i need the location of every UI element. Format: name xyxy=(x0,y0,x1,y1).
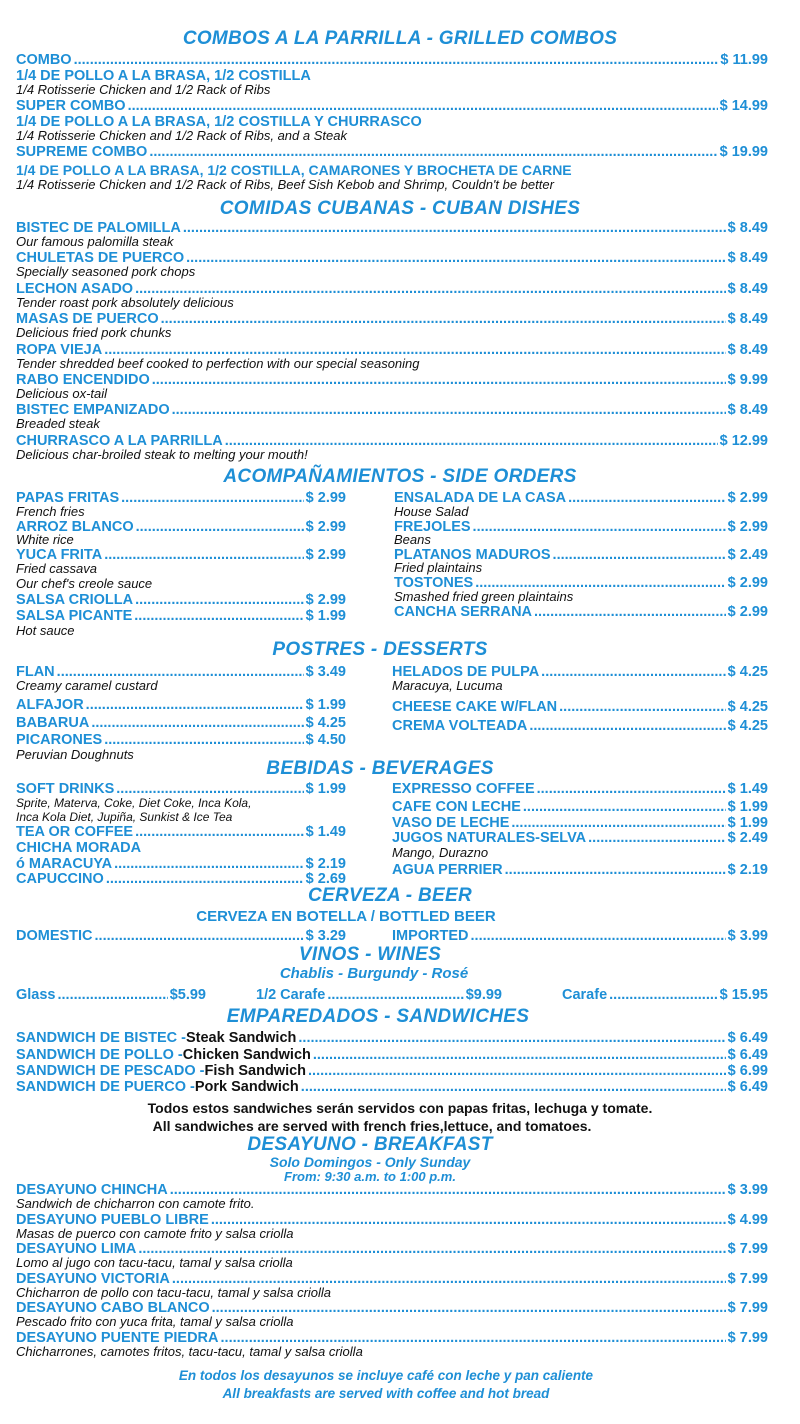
breakfast-desc: Chicharrones, camotes fritos, tacu-tacu, tamal y salsa criolla xyxy=(16,1343,363,1359)
bev-desc: Inca Kola Diet, Jupiña, Sunkist & Ice Tea xyxy=(16,810,233,824)
cuban-dish-name: LECHON ASADO xyxy=(16,280,134,297)
side-desc: House Salad xyxy=(394,504,469,519)
side-cancha: CANCHA SERRANA ..... $ 2.99 xyxy=(394,604,768,620)
dessert-desc: Maracuya, Lucuma xyxy=(392,678,503,693)
bev-tea-coffee: TEA OR COFFEE ..... $ 1.49 xyxy=(16,824,346,840)
section-title-breakfast: DESAYUNO - BREAKFAST xyxy=(247,1134,493,1155)
breakfast-price: $ 4.99 xyxy=(727,1211,768,1228)
section-title-wines: VINOS - WINES xyxy=(298,944,442,965)
section-title-beer: CERVEZA - BEER xyxy=(308,885,472,906)
dessert-babarua: BABARUA ..... $ 4.25 xyxy=(16,715,346,731)
cuban-dish-name: CHURRASCO A LA PARRILLA xyxy=(16,432,223,449)
breakfast-price: $ 7.99 xyxy=(727,1300,768,1316)
menu-item-super-combo: SUPER COMBO ..... $ 14.99 xyxy=(16,98,768,114)
side-ensalada: ENSALADA DE LA CASA ..... $ 2.99 xyxy=(394,490,768,506)
side-yuca-frita: YUCA FRITA ..... $ 2.99 xyxy=(16,547,346,563)
super-combo-desc: 1/4 Rotisserie Chicken and 1/2 Rack of Ribs, and a Steak xyxy=(16,128,347,143)
supreme-combo-desc: 1/4 Rotisserie Chicken and 1/2 Rack of Ribs, Beef Sish Kebob and Shrimp, Couldn't be better xyxy=(16,177,554,192)
cuban-dish-price: $ 9.99 xyxy=(727,372,768,388)
section-title-combos: COMBOS A LA PARRILLA - GRILLED COMBOS xyxy=(182,28,618,49)
cuban-dish-price: $ 8.49 xyxy=(727,341,768,358)
cuban-dish-desc: Tender shredded beef cooked to perfection with our special seasoning xyxy=(16,355,420,371)
bev-jugos: JUGOS NATURALES-SELVA ..... $ 2.49 xyxy=(392,830,768,846)
cuban-dish-name: RABO ENCENDIDO xyxy=(16,372,150,388)
side-desc: Our chef's creole sauce xyxy=(16,576,153,591)
cuban-dish-item xyxy=(16,372,768,388)
breakfast-name: DESAYUNO PUEBLO LIBRE xyxy=(16,1211,209,1228)
bev-expresso: EXPRESSO COFFEE ..... $ 1.49 xyxy=(392,781,768,797)
breakfast-desc: Chicharron de pollo con tacu-tacu, tamal y salsa criolla xyxy=(16,1284,332,1300)
cuban-dish-name: CHULETAS DE PUERCO xyxy=(16,250,185,267)
combo-desc: 1/4 Rotisserie Chicken and 1/2 Rack of Ribs xyxy=(16,82,271,97)
breakfast-hours: From: 9:30 a.m. to 1:00 p.m. xyxy=(284,1169,456,1184)
cuban-dish-desc: Breaded steak xyxy=(16,416,100,432)
side-salsa-picante: SALSA PICANTE ..... $ 1.99 xyxy=(16,608,346,624)
breakfast-desc: Sandwich de chicharron con camote frito. xyxy=(16,1196,255,1211)
dessert-helados: HELADOS DE PULPA ..... $ 4.25 xyxy=(392,664,768,680)
sandwich-pescado: SANDWICH DE PESCADO - Fish Sandwich ..... $ 6.99 xyxy=(16,1063,768,1079)
side-papas-fritas: PAPAS FRITAS ..... $ 2.99 xyxy=(16,490,346,506)
bev-agua-perrier: AGUA PERRIER ..... $ 2.19 xyxy=(392,862,768,878)
bev-vaso-leche: VASO DE LECHE ..... $ 1.99 xyxy=(392,815,768,831)
side-desc: Beans xyxy=(394,532,431,547)
dessert-flan: FLAN ..... $ 3.49 xyxy=(16,664,346,680)
cuban-dish-item xyxy=(16,402,768,418)
cuban-dish-name: MASAS DE PUERCO xyxy=(16,311,159,328)
super-combo-contents: 1/4 DE POLLO A LA BRASA, 1/2 COSTILLA Y CHURRASCO xyxy=(16,114,422,130)
sandwich-note-es: Todos estos sandwiches serán servidos con papas fritas, lechuga y tomate. xyxy=(147,1100,653,1116)
dessert-desc: Creamy caramel custard xyxy=(16,678,158,693)
section-title-sides: ACOMPAÑAMIENTOS - SIDE ORDERS xyxy=(223,466,577,487)
section-title-cuban: COMIDAS CUBANAS - CUBAN DISHES xyxy=(219,198,581,219)
cuban-dish-name: BISTEC DE PALOMILLA xyxy=(16,220,181,236)
side-salsa-criolla: SALSA CRIOLLA ..... $ 2.99 xyxy=(16,592,346,608)
sandwich-bistec: SANDWICH DE BISTEC - Steak Sandwich ..... $ 6.49 xyxy=(16,1030,768,1046)
bev-soft-drinks: SOFT DRINKS ..... $ 1.99 xyxy=(16,781,346,797)
breakfast-days: Solo Domingos - Only Sunday xyxy=(269,1154,471,1170)
cuban-dish-desc: Delicious ox-tail xyxy=(16,386,108,401)
beer-domestic: DOMESTIC ..... $ 3.29 xyxy=(16,928,346,944)
dessert-desc: Peruvian Doughnuts xyxy=(16,747,134,762)
cuban-dish-price: $ 8.49 xyxy=(727,311,768,328)
cuban-dish-desc: Delicious fried pork chunks xyxy=(16,325,172,341)
cuban-dish-desc: Tender roast pork absolutely delicious xyxy=(16,294,234,310)
breakfast-desc: Pescado frito con yuca frita, tamal y salsa criolla xyxy=(16,1314,294,1329)
cuban-dish-price: $ 8.49 xyxy=(727,220,768,236)
bev-desc: Mango, Durazno xyxy=(392,845,489,860)
side-desc: Smashed fried green plaintains xyxy=(394,589,574,604)
dessert-picarones: PICARONES ..... $ 4.50 xyxy=(16,732,346,748)
dessert-alfajor: ALFAJOR ..... $ 1.99 xyxy=(16,697,346,713)
side-desc: Fried cassava xyxy=(16,561,97,576)
menu-item-supreme-combo: SUPREME COMBO ..... $ 19.99 xyxy=(16,144,768,160)
breakfast-name: DESAYUNO CABO BLANCO xyxy=(16,1300,210,1316)
section-title-beverages: BEBIDAS - BEVERAGES xyxy=(266,758,494,779)
breakfast-name: DESAYUNO LIMA xyxy=(16,1241,137,1257)
beer-subtitle: CERVEZA EN BOTELLA / BOTTLED BEER xyxy=(196,908,496,925)
breakfast-desc: Masas de puerco con camote frito y salsa criolla xyxy=(16,1225,294,1241)
cuban-dish-desc: Delicious char-broiled steak to melting your mouth! xyxy=(16,446,308,462)
cuban-dish-price: $ 8.49 xyxy=(727,402,768,419)
section-title-sandwiches: EMPAREDADOS - SANDWICHES xyxy=(226,1006,530,1027)
bev-capuccino: CAPUCCINO ..... $ 2.69 xyxy=(16,871,346,887)
side-desc: Fried plaintains xyxy=(394,560,483,575)
bev-chicha-morada: CHICHA MORADA xyxy=(16,840,142,856)
cuban-dish-price: $ 8.49 xyxy=(727,280,768,297)
breakfast-price: $ 7.99 xyxy=(727,1329,768,1346)
sandwich-puerco: SANDWICH DE PUERCO - Pork Sandwich ..... $ 6.49 xyxy=(16,1079,768,1095)
side-desc: Hot sauce xyxy=(16,623,75,638)
side-tostones: TOSTONES ..... $ 2.99 xyxy=(394,575,768,591)
bev-maracuya: ó MARACUYA ..... $ 2.19 xyxy=(16,856,346,872)
breakfast-desc: Lomo al jugo con tacu-tacu, tamal y salsa criolla xyxy=(16,1255,293,1270)
combo-contents: 1/4 DE POLLO A LA BRASA, 1/2 COSTILLA xyxy=(16,68,311,84)
breakfast-name: DESAYUNO CHINCHA xyxy=(16,1182,168,1198)
side-arroz-blanco: ARROZ BLANCO ..... $ 2.99 xyxy=(16,519,346,535)
wine-glass: Glass ..... $5.99 xyxy=(16,987,206,1003)
sandwich-note-en: All sandwiches are served with french fries,lettuce, and tomatoes. xyxy=(152,1118,592,1134)
side-desc: White rice xyxy=(16,532,74,547)
side-platanos: PLATANOS MADUROS ..... $ 2.49 xyxy=(394,547,768,563)
breakfast-note-en: All breakfasts are served with coffee and hot bread xyxy=(222,1386,550,1401)
section-title-desserts: POSTRES - DESSERTS xyxy=(272,639,488,660)
wine-carafe: Carafe ..... $ 15.95 xyxy=(562,987,768,1003)
dessert-crema-volteada: CREMA VOLTEADA ..... $ 4.25 xyxy=(392,718,768,734)
dessert-cheesecake: CHEESE CAKE W/FLAN ..... $ 4.25 xyxy=(392,699,768,715)
breakfast-price: $ 3.99 xyxy=(727,1182,768,1198)
sandwich-pollo: SANDWICH DE POLLO - Chicken Sandwich ..... $ 6.49 xyxy=(16,1047,768,1063)
cuban-dish-name: BISTEC EMPANIZADO xyxy=(16,402,170,419)
breakfast-price: $ 7.99 xyxy=(727,1241,768,1257)
supreme-combo-contents: 1/4 DE POLLO A LA BRASA, 1/2 COSTILLA, CAMARONES Y BROCHETA DE CARNE xyxy=(16,162,572,178)
cuban-dish-desc: Specially seasoned pork chops xyxy=(16,264,196,280)
side-frejoles: FREJOLES ..... $ 2.99 xyxy=(394,519,768,535)
wine-half-carafe: 1/2 Carafe ..... $9.99 xyxy=(256,987,502,1003)
bev-desc: Sprite, Materva, Coke, Diet Coke, Inca Kola, xyxy=(16,796,252,810)
breakfast-name: DESAYUNO PUENTE PIEDRA xyxy=(16,1329,219,1346)
beer-imported: IMPORTED ..... $ 3.99 xyxy=(392,928,768,944)
menu-item-combo: COMBO ..... $ 11.99 xyxy=(16,52,768,68)
breakfast-name: DESAYUNO VICTORIA xyxy=(16,1270,170,1287)
breakfast-price: $ 7.99 xyxy=(727,1270,768,1287)
wines-subtitle: Chablis - Burgundy - Rosé xyxy=(279,965,469,982)
bev-cafe-con-leche: CAFE CON LECHE ..... $ 1.99 xyxy=(392,799,768,815)
cuban-dish-name: ROPA VIEJA xyxy=(16,341,103,358)
cuban-dish-price: $ 8.49 xyxy=(727,250,768,267)
cuban-dish-desc: Our famous palomilla steak xyxy=(16,234,174,249)
side-desc: French fries xyxy=(16,504,85,519)
cuban-dish-price: $ 12.99 xyxy=(719,432,768,449)
breakfast-note-es: En todos los desayunos se incluye café con leche y pan caliente xyxy=(178,1368,594,1383)
